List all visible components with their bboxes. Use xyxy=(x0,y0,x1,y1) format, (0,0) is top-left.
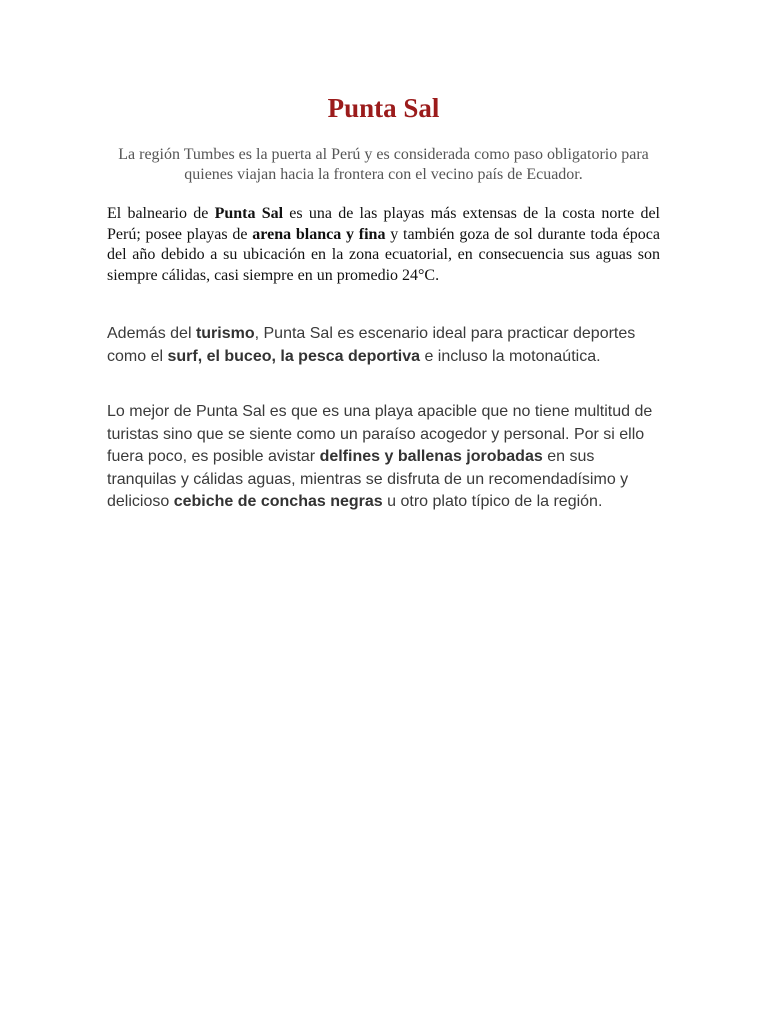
bold-text: delfines y ballenas jorobadas xyxy=(319,448,543,465)
page-title: Punta Sal xyxy=(327,93,440,123)
text-run: en sus tranquilas y cálidas aguas, mientras se disfruta de un recomendadísimo y delicioso xyxy=(107,448,629,510)
bold-text: cebiche de conchas negras xyxy=(173,493,383,510)
intro-paragraph: La región Tumbes es la puerta al Perú y es considerada como paso obligatorio para quienes viajan hacia la frontera con el vecino país de Ecuador. xyxy=(118,146,649,183)
bold-text: surf, el buceo, la pesca deportiva xyxy=(167,347,420,365)
paragraph-lo-mejor xyxy=(107,401,660,514)
text-run: y también goza de sol durante toda época del año debido a su ubicación en la zona ecuatorial, en consecuencia sus aguas son siempre cálidas, casi siempre en un promedio 24°C. xyxy=(107,225,661,284)
bold-text: turismo xyxy=(195,325,255,342)
text-run: u otro plato típico de la región. xyxy=(382,493,603,510)
text-run: es una de las playas más extensas de la costa norte del Perú; posee playas de xyxy=(107,205,660,243)
text-run: Además del xyxy=(107,325,196,342)
text-run: Lo mejor de Punta Sal es que es una playa apacible que no tiene multitud de turistas sino que se siente como un paraíso acogedor y personal. Por si ello fuera poco, es posible avistar xyxy=(107,403,653,465)
bold-text: arena blanca y fina xyxy=(252,225,386,243)
paragraph-deportes xyxy=(107,323,660,368)
text-run: El balneario de xyxy=(107,205,215,222)
paragraph-balneario xyxy=(107,204,660,286)
text-run: , Punta Sal es escenario ideal para practicar deportes como el xyxy=(107,325,636,365)
text-run: e incluso la motonaútica. xyxy=(420,347,601,365)
bold-text: Punta Sal xyxy=(214,205,284,222)
